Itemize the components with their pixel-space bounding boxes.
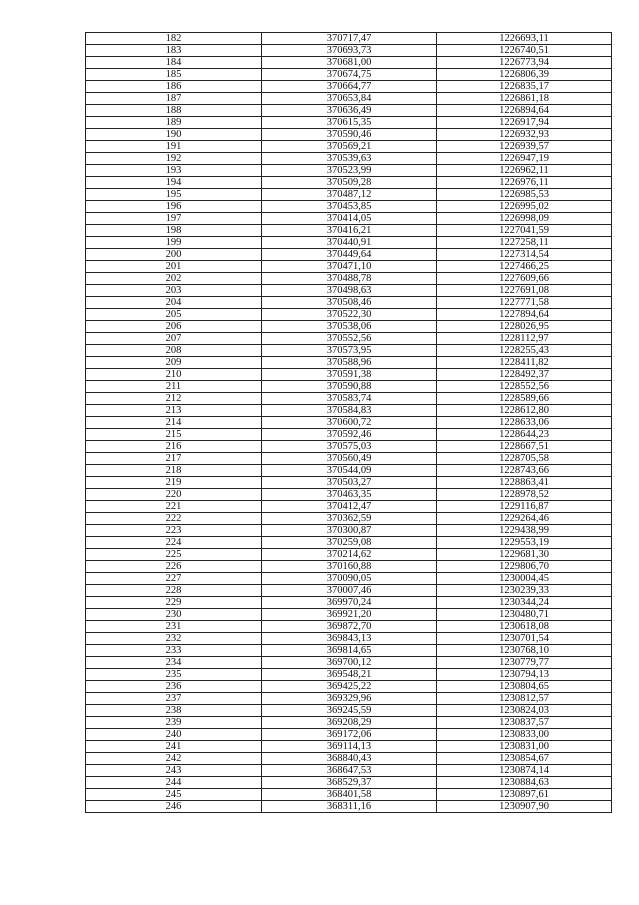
y-coordinate-cell: 1226976,11 [437,177,612,189]
point-number-cell: 221 [86,501,262,513]
x-coordinate-cell: 370590,46 [262,129,437,141]
point-number-cell: 224 [86,537,262,549]
y-coordinate-cell: 1227314,54 [437,249,612,261]
table-row [86,33,612,45]
x-coordinate-cell: 369548,21 [262,669,437,681]
x-coordinate-cell: 370552,56 [262,333,437,345]
table-row [86,717,612,729]
y-coordinate-cell: 1230701,54 [437,633,612,645]
table-row [86,45,612,57]
point-number-cell: 199 [86,237,262,249]
point-number-cell: 229 [86,597,262,609]
y-coordinate-cell: 1228633,06 [437,417,612,429]
x-coordinate-cell: 368840,43 [262,753,437,765]
point-number-cell: 201 [86,261,262,273]
table-row [86,777,612,789]
y-coordinate-cell: 1226962,11 [437,165,612,177]
x-coordinate-cell: 370487,12 [262,189,437,201]
y-coordinate-cell: 1230004,45 [437,573,612,585]
y-coordinate-cell: 1229264,46 [437,513,612,525]
y-coordinate-cell: 1226773,94 [437,57,612,69]
y-coordinate-cell: 1230794,13 [437,669,612,681]
y-coordinate-cell: 1226947,19 [437,153,612,165]
x-coordinate-cell: 370560,49 [262,453,437,465]
table-row [86,705,612,717]
y-coordinate-cell: 1229116,87 [437,501,612,513]
point-number-cell: 230 [86,609,262,621]
y-coordinate-cell: 1226995,02 [437,201,612,213]
table-row [86,561,612,573]
table-row [86,105,612,117]
table-row [86,525,612,537]
y-coordinate-cell: 1228863,41 [437,477,612,489]
x-coordinate-cell: 370440,91 [262,237,437,249]
table-row [86,609,612,621]
x-coordinate-cell: 370584,83 [262,405,437,417]
table-row [86,129,612,141]
table-row [86,273,612,285]
x-coordinate-cell: 370259,08 [262,537,437,549]
point-number-cell: 203 [86,285,262,297]
point-number-cell: 194 [86,177,262,189]
x-coordinate-cell: 370681,00 [262,57,437,69]
table-row [86,285,612,297]
x-coordinate-cell: 370653,84 [262,93,437,105]
point-number-cell: 219 [86,477,262,489]
x-coordinate-cell: 369700,12 [262,657,437,669]
y-coordinate-cell: 1228112,97 [437,333,612,345]
table-row [86,165,612,177]
point-number-cell: 202 [86,273,262,285]
y-coordinate-cell: 1230824,03 [437,705,612,717]
table-row [86,393,612,405]
point-number-cell: 191 [86,141,262,153]
table-row [86,669,612,681]
x-coordinate-cell: 369245,59 [262,705,437,717]
y-coordinate-cell: 1230344,24 [437,597,612,609]
point-number-cell: 240 [86,729,262,741]
y-coordinate-cell: 1228667,51 [437,441,612,453]
y-coordinate-cell: 1228411,82 [437,357,612,369]
point-number-cell: 210 [86,369,262,381]
table-row [86,69,612,81]
x-coordinate-cell: 370636,49 [262,105,437,117]
point-number-cell: 204 [86,297,262,309]
y-coordinate-cell: 1226740,51 [437,45,612,57]
table-row [86,237,612,249]
point-number-cell: 235 [86,669,262,681]
table-row [86,693,612,705]
point-number-cell: 245 [86,789,262,801]
y-coordinate-cell: 1230837,57 [437,717,612,729]
table-row [86,405,612,417]
point-number-cell: 197 [86,213,262,225]
y-coordinate-cell: 1229681,30 [437,549,612,561]
x-coordinate-cell: 370573,95 [262,345,437,357]
x-coordinate-cell: 369921,20 [262,609,437,621]
point-number-cell: 183 [86,45,262,57]
point-number-cell: 222 [86,513,262,525]
table-row [86,681,612,693]
table-row [86,573,612,585]
y-coordinate-cell: 1228552,56 [437,381,612,393]
table-row [86,633,612,645]
coordinates-table [85,32,612,813]
y-coordinate-cell: 1226693,11 [437,33,612,45]
y-coordinate-cell: 1226806,39 [437,69,612,81]
point-number-cell: 238 [86,705,262,717]
table-row [86,321,612,333]
y-coordinate-cell: 1227691,08 [437,285,612,297]
point-number-cell: 187 [86,93,262,105]
point-number-cell: 232 [86,633,262,645]
x-coordinate-cell: 370214,62 [262,549,437,561]
x-coordinate-cell: 370453,85 [262,201,437,213]
y-coordinate-cell: 1228255,43 [437,345,612,357]
x-coordinate-cell: 370523,99 [262,165,437,177]
table-row [86,189,612,201]
table-row [86,93,612,105]
table-row [86,81,612,93]
x-coordinate-cell: 370693,73 [262,45,437,57]
point-number-cell: 226 [86,561,262,573]
y-coordinate-cell: 1230854,67 [437,753,612,765]
point-number-cell: 220 [86,489,262,501]
x-coordinate-cell: 370463,35 [262,489,437,501]
y-coordinate-cell: 1228644,23 [437,429,612,441]
table-row [86,537,612,549]
table-row [86,297,612,309]
y-coordinate-cell: 1228492,37 [437,369,612,381]
point-number-cell: 239 [86,717,262,729]
point-number-cell: 228 [86,585,262,597]
y-coordinate-cell: 1230812,57 [437,693,612,705]
table-row [86,57,612,69]
x-coordinate-cell: 370007,46 [262,585,437,597]
table-row [86,645,612,657]
point-number-cell: 227 [86,573,262,585]
x-coordinate-cell: 370508,46 [262,297,437,309]
y-coordinate-cell: 1226894,64 [437,105,612,117]
x-coordinate-cell: 370717,47 [262,33,437,45]
y-coordinate-cell: 1226939,57 [437,141,612,153]
table-row [86,225,612,237]
y-coordinate-cell: 1230239,33 [437,585,612,597]
point-number-cell: 242 [86,753,262,765]
point-number-cell: 244 [86,777,262,789]
point-number-cell: 190 [86,129,262,141]
table-row [86,249,612,261]
x-coordinate-cell: 370615,35 [262,117,437,129]
point-number-cell: 184 [86,57,262,69]
point-number-cell: 214 [86,417,262,429]
point-number-cell: 223 [86,525,262,537]
y-coordinate-cell: 1230907,90 [437,801,612,813]
x-coordinate-cell: 369425,22 [262,681,437,693]
table-row [86,657,612,669]
table-row [86,261,612,273]
x-coordinate-cell: 370090,05 [262,573,437,585]
table-row [86,309,612,321]
table-row [86,549,612,561]
point-number-cell: 241 [86,741,262,753]
coordinates-table-body [86,33,612,813]
y-coordinate-cell: 1226835,17 [437,81,612,93]
point-number-cell: 246 [86,801,262,813]
x-coordinate-cell: 369843,13 [262,633,437,645]
x-coordinate-cell: 369114,13 [262,741,437,753]
table-row [86,153,612,165]
x-coordinate-cell: 370588,96 [262,357,437,369]
table-row [86,201,612,213]
y-coordinate-cell: 1229806,70 [437,561,612,573]
y-coordinate-cell: 1230897,61 [437,789,612,801]
table-row [86,597,612,609]
y-coordinate-cell: 1228705,58 [437,453,612,465]
y-coordinate-cell: 1227466,25 [437,261,612,273]
y-coordinate-cell: 1228743,66 [437,465,612,477]
point-number-cell: 195 [86,189,262,201]
x-coordinate-cell: 370590,88 [262,381,437,393]
y-coordinate-cell: 1230618,08 [437,621,612,633]
table-row [86,117,612,129]
x-coordinate-cell: 370538,06 [262,321,437,333]
x-coordinate-cell: 368401,58 [262,789,437,801]
x-coordinate-cell: 370414,05 [262,213,437,225]
point-number-cell: 243 [86,765,262,777]
point-number-cell: 188 [86,105,262,117]
y-coordinate-cell: 1227258,11 [437,237,612,249]
point-number-cell: 196 [86,201,262,213]
table-row [86,381,612,393]
x-coordinate-cell: 370300,87 [262,525,437,537]
point-number-cell: 192 [86,153,262,165]
y-coordinate-cell: 1229553,19 [437,537,612,549]
y-coordinate-cell: 1230779,77 [437,657,612,669]
x-coordinate-cell: 370591,38 [262,369,437,381]
y-coordinate-cell: 1230804,65 [437,681,612,693]
y-coordinate-cell: 1227041,59 [437,225,612,237]
point-number-cell: 200 [86,249,262,261]
x-coordinate-cell: 368647,53 [262,765,437,777]
x-coordinate-cell: 370449,64 [262,249,437,261]
point-number-cell: 207 [86,333,262,345]
point-number-cell: 216 [86,441,262,453]
x-coordinate-cell: 369970,24 [262,597,437,609]
point-number-cell: 217 [86,453,262,465]
table-row [86,345,612,357]
x-coordinate-cell: 369814,65 [262,645,437,657]
x-coordinate-cell: 370575,03 [262,441,437,453]
y-coordinate-cell: 1229438,99 [437,525,612,537]
y-coordinate-cell: 1228589,66 [437,393,612,405]
x-coordinate-cell: 369872,70 [262,621,437,633]
x-coordinate-cell: 370592,46 [262,429,437,441]
y-coordinate-cell: 1230768,10 [437,645,612,657]
x-coordinate-cell: 368529,37 [262,777,437,789]
table-row [86,213,612,225]
point-number-cell: 218 [86,465,262,477]
y-coordinate-cell: 1226985,53 [437,189,612,201]
y-coordinate-cell: 1228612,80 [437,405,612,417]
x-coordinate-cell: 370509,28 [262,177,437,189]
x-coordinate-cell: 370569,21 [262,141,437,153]
table-row [86,621,612,633]
table-row [86,465,612,477]
table-row [86,765,612,777]
point-number-cell: 182 [86,33,262,45]
y-coordinate-cell: 1230480,71 [437,609,612,621]
x-coordinate-cell: 370503,27 [262,477,437,489]
table-row [86,489,612,501]
x-coordinate-cell: 369329,96 [262,693,437,705]
table-row [86,453,612,465]
table-row [86,801,612,813]
point-number-cell: 213 [86,405,262,417]
table-row [86,141,612,153]
y-coordinate-cell: 1226998,09 [437,213,612,225]
point-number-cell: 211 [86,381,262,393]
x-coordinate-cell: 370362,59 [262,513,437,525]
table-row [86,357,612,369]
table-row [86,441,612,453]
x-coordinate-cell: 370488,78 [262,273,437,285]
x-coordinate-cell: 369208,29 [262,717,437,729]
point-number-cell: 234 [86,657,262,669]
table-row [86,417,612,429]
table-row [86,369,612,381]
point-number-cell: 212 [86,393,262,405]
x-coordinate-cell: 370583,74 [262,393,437,405]
table-row [86,741,612,753]
x-coordinate-cell: 370544,09 [262,465,437,477]
y-coordinate-cell: 1230884,63 [437,777,612,789]
y-coordinate-cell: 1227771,58 [437,297,612,309]
x-coordinate-cell: 370674,75 [262,69,437,81]
y-coordinate-cell: 1226917,94 [437,117,612,129]
x-coordinate-cell: 370471,10 [262,261,437,273]
x-coordinate-cell: 370539,63 [262,153,437,165]
y-coordinate-cell: 1227609,66 [437,273,612,285]
point-number-cell: 233 [86,645,262,657]
table-row [86,789,612,801]
table-row [86,501,612,513]
x-coordinate-cell: 369172,06 [262,729,437,741]
point-number-cell: 185 [86,69,262,81]
y-coordinate-cell: 1227894,64 [437,309,612,321]
y-coordinate-cell: 1226932,93 [437,129,612,141]
y-coordinate-cell: 1228978,52 [437,489,612,501]
table-row [86,753,612,765]
point-number-cell: 208 [86,345,262,357]
table-row [86,477,612,489]
point-number-cell: 189 [86,117,262,129]
x-coordinate-cell: 370600,72 [262,417,437,429]
table-row [86,513,612,525]
x-coordinate-cell: 370160,88 [262,561,437,573]
table-row [86,429,612,441]
point-number-cell: 237 [86,693,262,705]
x-coordinate-cell: 370664,77 [262,81,437,93]
point-number-cell: 236 [86,681,262,693]
point-number-cell: 209 [86,357,262,369]
point-number-cell: 206 [86,321,262,333]
point-number-cell: 205 [86,309,262,321]
table-row [86,333,612,345]
point-number-cell: 231 [86,621,262,633]
y-coordinate-cell: 1228026,95 [437,321,612,333]
point-number-cell: 225 [86,549,262,561]
y-coordinate-cell: 1230831,00 [437,741,612,753]
point-number-cell: 186 [86,81,262,93]
point-number-cell: 193 [86,165,262,177]
table-row [86,177,612,189]
x-coordinate-cell: 370416,21 [262,225,437,237]
y-coordinate-cell: 1226861,18 [437,93,612,105]
y-coordinate-cell: 1230833,00 [437,729,612,741]
table-row [86,585,612,597]
x-coordinate-cell: 368311,16 [262,801,437,813]
x-coordinate-cell: 370498,63 [262,285,437,297]
x-coordinate-cell: 370522,30 [262,309,437,321]
y-coordinate-cell: 1230874,14 [437,765,612,777]
point-number-cell: 215 [86,429,262,441]
x-coordinate-cell: 370412,47 [262,501,437,513]
point-number-cell: 198 [86,225,262,237]
table-row [86,729,612,741]
